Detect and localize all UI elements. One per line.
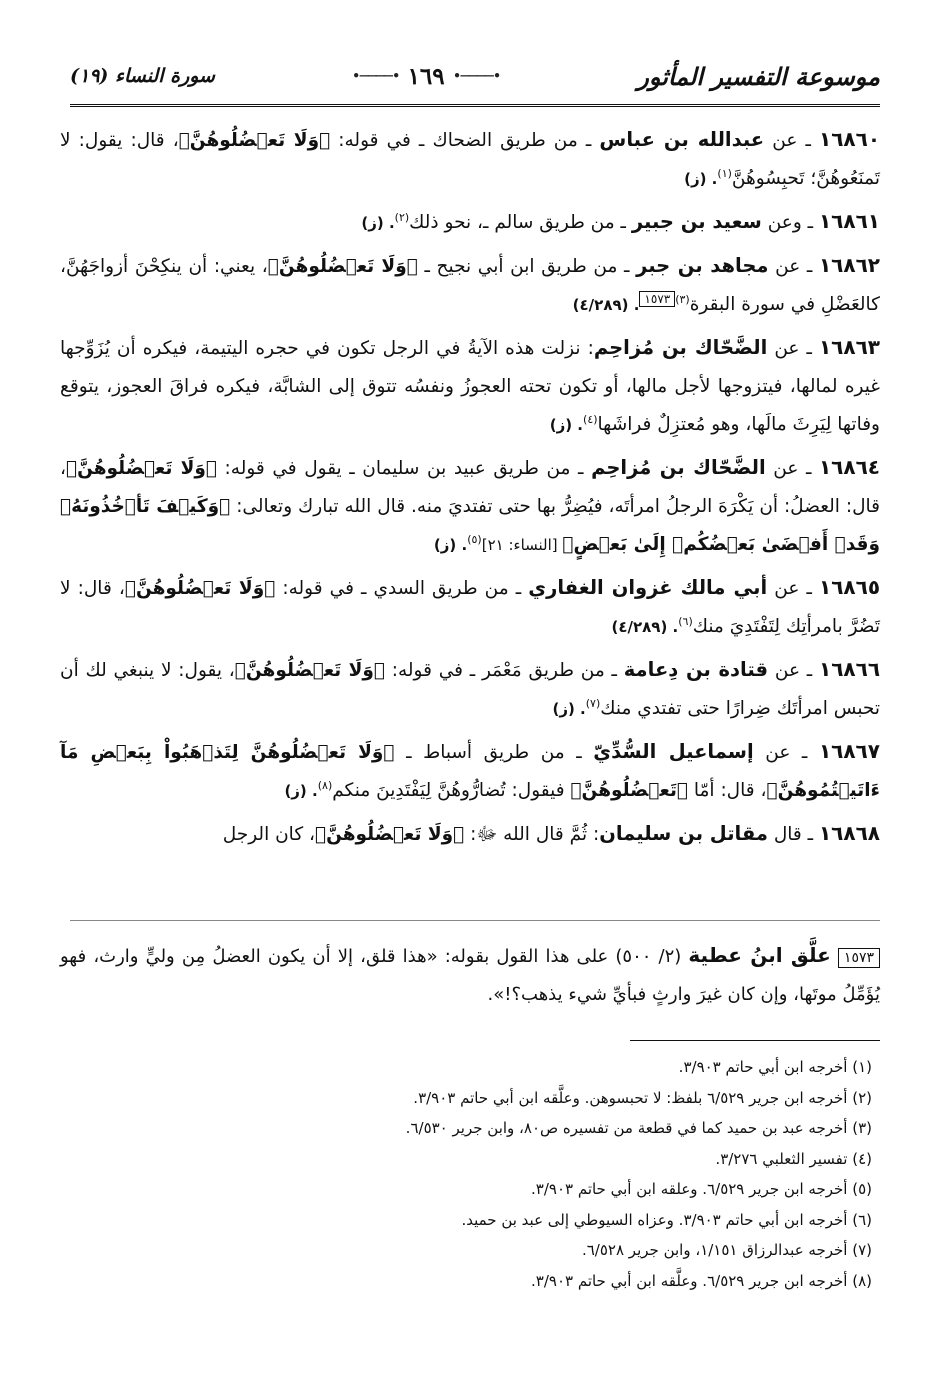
quran-quote: ﴿وَلَا تَعۡضُلُوهُنَّ﴾ — [314, 824, 465, 845]
commentary-note — [60, 936, 880, 1014]
narrator: مقاتل بن سليمان — [599, 822, 768, 845]
running-header — [70, 50, 880, 102]
source-ref: . (ز) — [684, 170, 718, 188]
entry-text: ـ من طريق عبيد بن سليمان ـ يقول في قوله: — [216, 458, 592, 479]
source-ref: . (ز) — [284, 782, 318, 800]
main-text — [60, 120, 880, 858]
entry-text: ، قال: يقول: لا تَمنَعُوهُنَّ؛ تَحبِسُوهُنَّ — [60, 130, 880, 189]
entry-16868 — [60, 814, 880, 854]
quran-quote: ﴿وَلَا تَعۡضُلُوهُنَّ﴾ — [267, 256, 418, 277]
source-ref: . (ز) — [552, 700, 586, 718]
entry-text: ، قال: لا تَضُرَّ بامرأتِك لِتَفْتَدِيَ منك — [60, 578, 880, 637]
entry-number: ١٦٨٦٢ — [818, 253, 881, 277]
verse-citation: [النساء: ٢١] — [481, 536, 563, 554]
footnote-item: (١) أخرجه ابن أبي حاتم ٣/٩٠٣. — [678, 1058, 872, 1076]
commentary-number-box: ١٥٧٣ — [838, 948, 880, 968]
entry-text: ، يعني: أن ينكِحْنَ أزواجَهُنَّ، كالعَضْلِ في سورة البقرة — [60, 256, 880, 315]
source-ref: . (ز) — [361, 214, 395, 232]
entry-number: ١٦٨٦٤ — [818, 455, 881, 479]
entry-lead: ـ عن — [768, 660, 819, 681]
entry-number: ١٦٨٦١ — [818, 209, 880, 233]
entry-lead: ـ عن — [767, 338, 819, 359]
header-ornament-right: •────• — [452, 67, 501, 85]
entry-text: ـ من طريق أسباط ـ — [394, 742, 594, 763]
section-divider — [70, 920, 880, 921]
entry-lead: ـ عن — [767, 578, 819, 599]
entry-text: ـ من طريق السدي ـ في قوله: — [275, 578, 529, 599]
entry-text: ، قال: العضلُ: أن يَكْرَهَ الرجلُ امرأتَه، فيُضِرُّ بها حتى تفتديَ منه. قال الله تبارك وتعالى: — [60, 458, 880, 517]
entry-16860 — [60, 120, 880, 198]
entry-lead: ـ عن — [768, 256, 819, 277]
source-ref: . (٤/٢٨٩) — [611, 618, 679, 636]
entry-text: ـ من طريق ابن أبي نجيح ـ — [417, 256, 637, 277]
entry-text: ، قال: أمّا — [688, 780, 767, 801]
quran-quote: ﴿وَلَا تَعۡضُلُوهُنَّ﴾ — [178, 130, 331, 151]
footnote-marker: (٦) — [678, 614, 693, 628]
quran-quote: ﴿وَلَا تَعۡضُلُوهُنَّ﴾ — [65, 458, 217, 479]
footnote-item: (٣) أخرجه عبد بن حميد كما في قطعة من تفسيره ص٨٠، وابن جرير ٦/٥٣٠. — [405, 1119, 872, 1137]
page-number: ١٦٩ — [407, 62, 445, 90]
footnote-item: (٢) أخرجه ابن جرير ٦/٥٢٩ بلفظ: لا تحبسوهن. وعلَّقه ابن أبي حاتم ٣/٩٠٣. — [413, 1088, 872, 1107]
footnote-marker: (٨) — [317, 778, 333, 792]
narrator: الضَّحّاك بن مُزاحِم — [591, 456, 766, 479]
quran-quote: ﴿وَلَا تَعۡضُلُوهُنَّ لِتَذۡهَبُواْ بِبَعۡضِ مَآ ءَاتَيۡتُمُوهُنَّ﴾ — [60, 742, 880, 801]
entry-text: ، يقول: لا ينبغي لك أن تحبس امرأتَك ضِرارًا حتى تفتدي منك — [60, 660, 880, 719]
footnote-rule — [630, 1040, 880, 1041]
footnote-marker: (٢) — [394, 210, 410, 224]
footnotes — [60, 1052, 872, 1296]
entry-lead: ـ عن — [764, 130, 819, 151]
entry-text: ، كان الرجل — [222, 824, 315, 845]
narrator: سعيد بن جبير — [631, 210, 762, 233]
footnote-item: (٦) أخرجه ابن أبي حاتم ٣/٩٠٣. وعزاه السيوطي إلى عبد بن حميد. — [461, 1210, 872, 1229]
footnote-marker: (٧) — [585, 696, 601, 710]
entry-lead: ـ عن — [765, 458, 819, 479]
header-ornament-left: •────• — [351, 67, 400, 85]
footnote-marker: (١) — [717, 166, 732, 180]
page-number-group — [352, 63, 501, 90]
footnote-item: (٧) أخرجه عبدالرزاق ١/١٥١، وابن جرير ٦/٥٢٨. — [581, 1241, 872, 1259]
entry-lead: ـ وعن — [761, 212, 819, 233]
quran-quote: ﴿وَلَا تَعۡضُلُوهُنَّ﴾ — [234, 660, 385, 681]
entry-text: ـ من طريق سالم ـ، نحو ذلك — [409, 212, 632, 233]
commentary-ref-box: ١٥٧٣ — [639, 291, 675, 307]
entry-text: ـ من طريق الضحاك ـ في قوله: — [330, 130, 600, 151]
entry-number: ١٦٨٦٥ — [818, 575, 881, 599]
entry-16862 — [60, 246, 880, 324]
source-ref: . (٤/٢٨٩) — [572, 296, 640, 314]
footnote-marker: (٣) — [675, 292, 690, 306]
quran-quote: ﴿وَكَيۡفَ تَأۡخُذُونَهُۥ وَقَدۡ أَفۡضَىٰ بَعۡضُكُمۡ إِلَىٰ بَعۡضٍ﴾ — [60, 496, 880, 555]
entry-text: فيقول: تُضارُّوهُنَّ لِيَفْتَدِينَ منكم — [332, 780, 571, 801]
header-rule — [70, 104, 880, 110]
entry-16865 — [60, 568, 880, 646]
entry-number: ١٦٨٦٣ — [818, 335, 880, 359]
entry-text: : نزلت هذه الآيةُ في الرجل تكون في حجره اليتيمة، فيكره أن يُزَوِّجها غيره لمالها، فيتزوجها لأجل مالها، أو تكون تحته العجوزُ ونفسُه تتوق إلى الشابَّة، فيكره فراقَ العجوز، يتوقع وفاتها لِيَرِثَ مالَها، وهو مُعتزِلٌ فراشَها — [60, 338, 880, 435]
entry-number: ١٦٨٦٨ — [818, 821, 880, 845]
entry-lead: ـ قال — [767, 824, 819, 845]
entry-16863 — [60, 328, 880, 444]
commentary-lead: علَّق ابنُ عطية — [688, 943, 831, 967]
narrator: مجاهد بن جبر — [636, 254, 769, 277]
commentary-text: (٢/ ٥٠٠) على هذا القول بقوله: «هذا قلق، إلا أن يكون العضلُ مِن وليٍّ وارث، فهو يُؤَمِّلُ موتَها، وإن كان غيرَ وارثٍ فبأيِّ شيء يذهب؟!». — [60, 946, 880, 1005]
narrator: الضَّحّاك بن مُزاحِم — [593, 336, 768, 359]
entry-number: ١٦٨٦٧ — [818, 739, 880, 763]
narrator: قتادة بن دِعامة — [623, 658, 769, 681]
quran-quote: ﴿وَلَا تَعۡضُلُوهُنَّ﴾ — [124, 578, 276, 599]
entry-lead: ـ عن — [753, 742, 819, 763]
source-ref: . (ز) — [433, 536, 468, 554]
footnote-item: (٥) أخرجه ابن جرير ٦/٥٢٩. وعلقه ابن أبي حاتم ٣/٩٠٣. — [531, 1180, 872, 1198]
footnote-marker: (٥) — [467, 532, 482, 546]
narrator: إسماعيل السُّدِّيّ — [593, 740, 754, 763]
footnote-marker: (٤) — [583, 412, 598, 426]
source-ref: . (ز) — [549, 416, 584, 434]
entry-16866 — [60, 650, 880, 728]
quran-quote: ﴿تَعۡضُلُوهُنَّ﴾ — [570, 780, 688, 801]
book-title: موسوعة التفسير المأثور — [637, 61, 880, 91]
entry-number: ١٦٨٦٦ — [818, 657, 881, 681]
entry-text: ـ من طريق مَعْمَر ـ في قوله: — [384, 660, 624, 681]
narrator: عبدالله بن عباس — [599, 128, 765, 151]
surah-title: سورة النساء (١٩) — [70, 65, 215, 87]
entry-16861 — [60, 202, 880, 242]
entry-16867 — [60, 732, 880, 810]
narrator: أبي مالك غزوان الغفاري — [528, 576, 768, 599]
entry-number: ١٦٨٦٠ — [818, 127, 881, 151]
entry-text: : ثُمَّ قال الله ﷻ: — [464, 824, 600, 845]
footnote-item: (٤) تفسير الثعلبي ٣/٢٧٦. — [715, 1149, 872, 1168]
footnote-item: (٨) أخرجه ابن جرير ٦/٥٢٩. وعلَّقه ابن أبي حاتم ٣/٩٠٣. — [531, 1271, 872, 1290]
entry-16864 — [60, 448, 880, 564]
